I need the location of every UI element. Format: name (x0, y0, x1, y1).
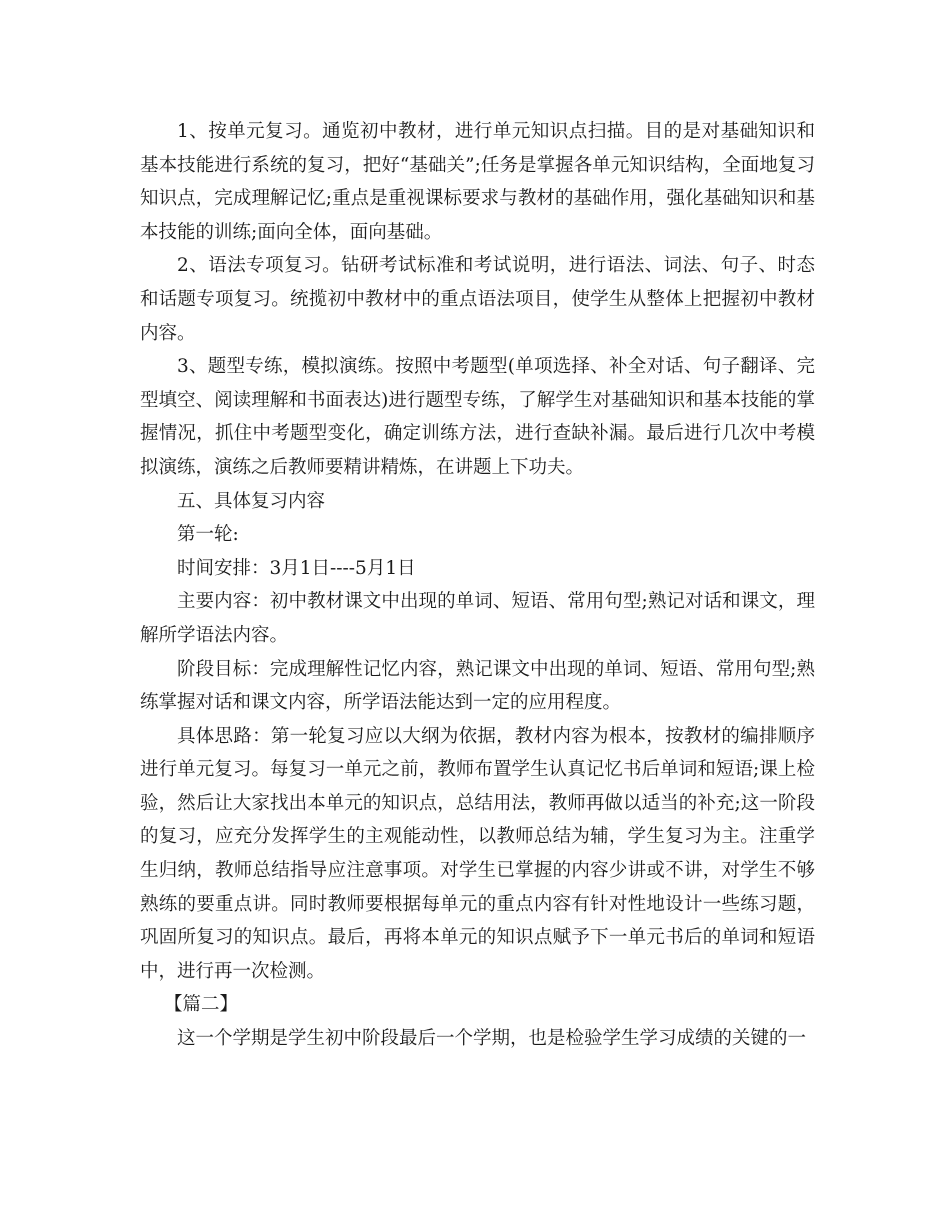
schedule-line: 时间安排：3月1日----5月1日 (177, 557, 416, 579)
stage-goal-paragraph: 阶段目标：完成理解性记忆内容，熟记课文中出现的单词、短语、常用句型;熟练掌握对话和课文内容，所学语法能达到一定的应用程度。 (140, 658, 815, 714)
round-one-label: 第一轮: (177, 524, 239, 546)
paragraph-unit-review: 1、按单元复习。通览初中教材，进行单元知识点扫描。目的是对基础知识和基本技能进行系统的复习，把好“基础关”;任务是掌握各单元知识结构，全面地复习知识点，完成理解记忆;重点是重视课标要求与教材的基础作用，强化基础知识和基本技能的训练;面向全体，面向基础。 (140, 121, 815, 243)
document-body (140, 115, 815, 1056)
section-heading-review-content: 五、具体复习内容 (177, 490, 326, 512)
paragraph-grammar-review: 2、语法专项复习。钻研考试标准和考试说明，进行语法、词法、句子、时态和话题专项复习。统揽初中教材中的重点语法项目，使学生从整体上把握初中教材内容。 (140, 255, 815, 344)
paragraph-question-practice: 3、题型专练，模拟演练。按照中考题型(单项选择、补全对话、句子翻译、完型填空、阅读理解和书面表达)进行题型专练，了解学生对基础知识和基本技能的掌握情况，抓住中考题型变化，确定训练方法，进行查缺补漏。最后进行几次中考模拟演练，演练之后教师要精讲精炼，在讲题上下功夫。 (140, 356, 815, 478)
section-heading-part-two: 【篇二】 (164, 994, 239, 1016)
main-content-paragraph: 主要内容：初中教材课文中出现的单词、短语、常用句型;熟记对话和课文，理解所学语法内容。 (140, 591, 815, 646)
paragraph-semester-intro: 这一个学期是学生初中阶段最后一个学期，也是检验学生学习成绩的关键的一 (177, 1028, 807, 1050)
approach-paragraph: 具体思路：第一轮复习应以大纲为依据，教材内容为根本，按教材的编排顺序进行单元复习。每复习一单元之前，教师布置学生认真记忆书后单词和短语;课上检验，然后让大家找出本单元的知识点，总结用法，教师再做以适当的补充;这一阶段的复习，应充分发挥学生的主观能动性，以教师总结为辅，学生复习为主。注重学生归纳，教师总结指导应注意事项。对学生已掌握的内容少讲或不讲，对学生不够熟练的要重点讲。同时教师要根据每单元的重点内容有针对性地设计一些练习题，巩固所复习的知识点。最后，再将本单元的知识点赋予下一单元书后的单词和短语中，进行再一次检测。 (140, 725, 815, 982)
